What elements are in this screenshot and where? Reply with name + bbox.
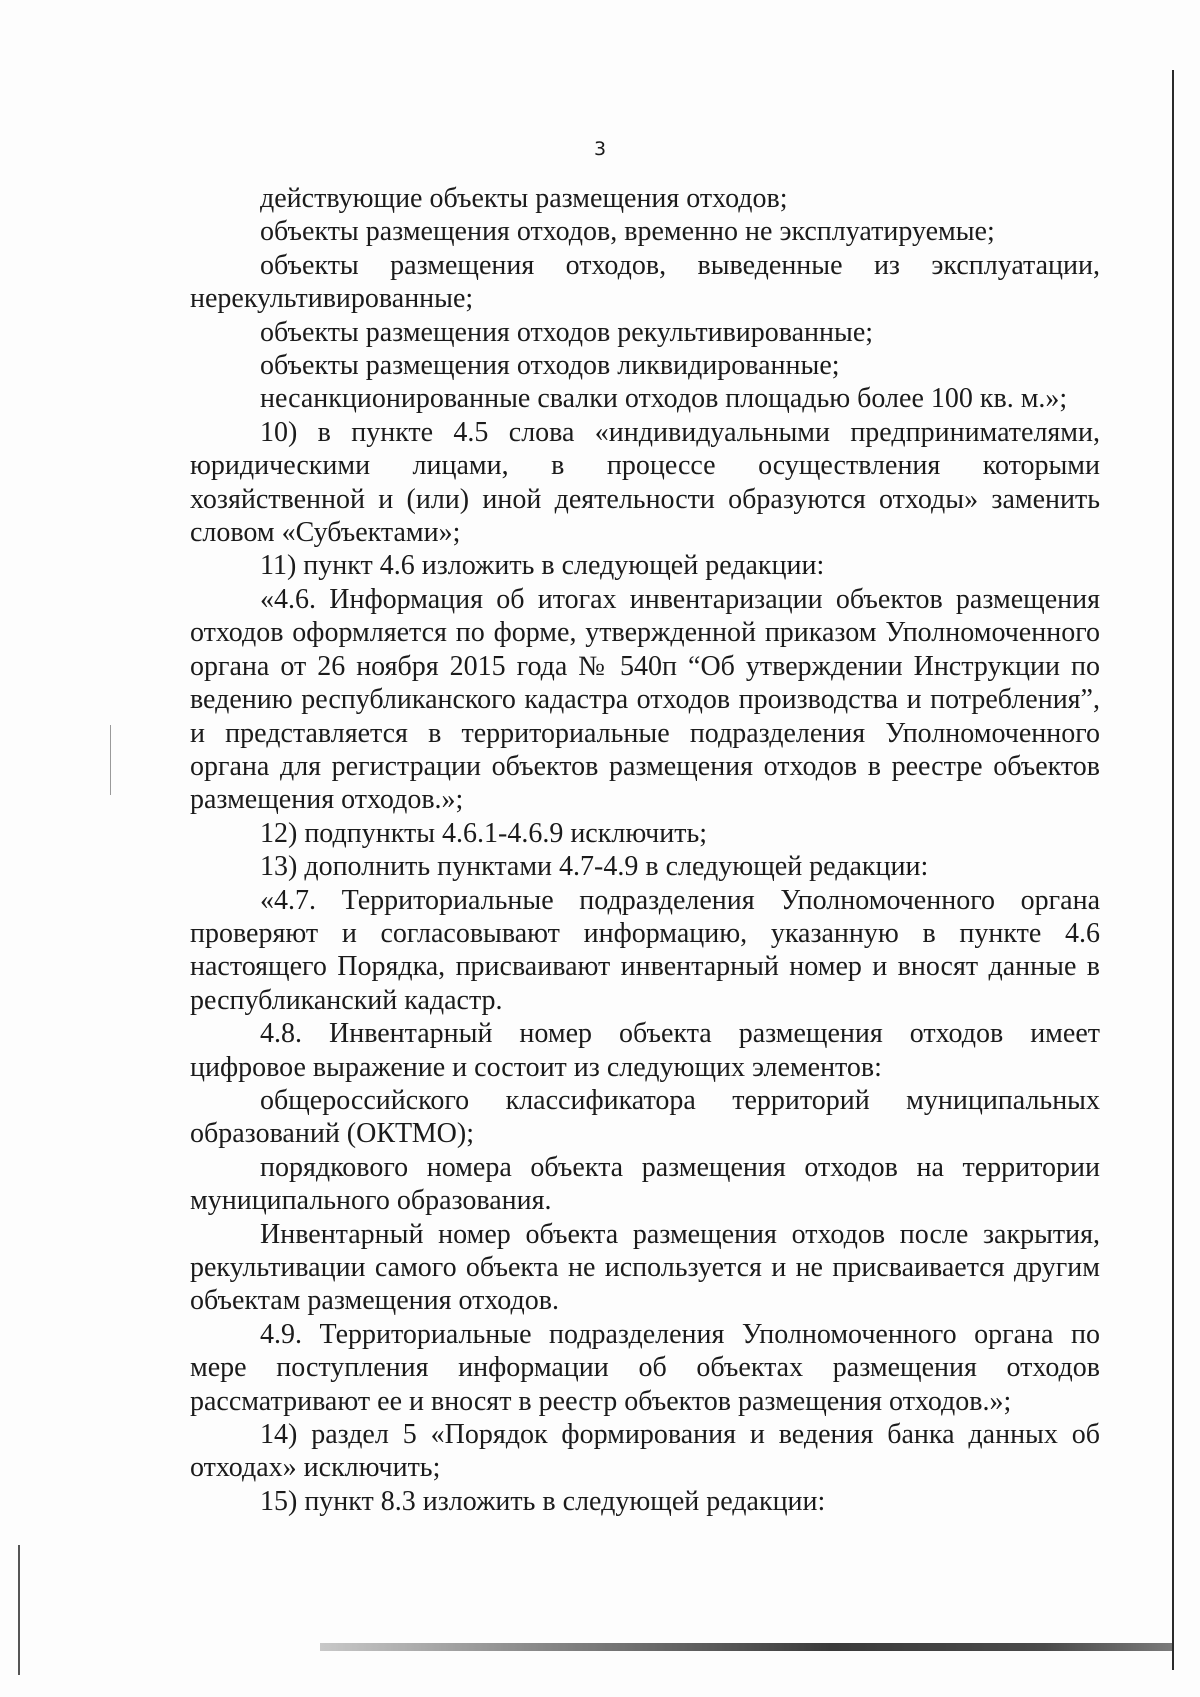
paragraph: объекты размещения отходов рекультивированные; [260, 316, 874, 348]
paragraph: общероссийского классификатора территорий муниципальных образований (ОКТМО); [190, 1084, 1100, 1150]
paragraph: «4.7. Территориальные подразделения Уполномоченного органа проверяют и согласовывают информацию, указанную в пункте 4.6 настоящего Порядка, присваивают инвентарный номер и вносят данные в республиканский кадастр. [190, 884, 1100, 1016]
paragraph: действующие объекты размещения отходов; [260, 183, 788, 214]
paragraph: 13) дополнить пунктами 4.7-4.9 в следующей редакции: [260, 851, 929, 883]
paragraph: 10) в пункте 4.5 слова «индивидуальными предпринимателями, юридическими лицами, в процессе осуществления которыми хозяйственной и (или) иной деятельности образуются отходы» заменить словом «Субъектами»; [190, 416, 1100, 549]
paragraph: «4.6. Информация об итогах инвентаризации объектов размещения отходов оформляется по форме, утвержденной приказом Уполномоченного органа от 26 ноября 2015 года № 540п “Об утверждении Инструкции по ведению республиканского кадастра отходов производства и потребления”, и представляется в территориальные подразделения Уполномоченного органа для регистрации объектов размещения отходов в реестре объектов размещения отходов.»; [190, 583, 1100, 816]
paragraph: 14) раздел 5 «Порядок формирования и ведения банка данных об отходах» исключить; [190, 1419, 1100, 1484]
paragraph: несанкционированные свалки отходов площадью более 100 кв. м.»; [260, 383, 1068, 415]
scan-edge-line [1172, 70, 1174, 1670]
paragraph: объекты размещения отходов ликвидированные; [260, 350, 840, 382]
paragraph: объекты размещения отходов, выведенные из эксплуатации, нерекультивированные; [190, 249, 1100, 315]
scan-margin-mark [110, 725, 111, 795]
paragraph: 4.9. Территориальные подразделения Уполномоченного органа по мере поступления информации об объектах размещения отходов рассматривают ее и вносят в реестр объектов размещения отходов.»; [190, 1318, 1100, 1417]
paragraph: 4.8. Инвентарный номер объекта размещения отходов имеет цифровое выражение и состоит из следующих элементов: [190, 1018, 1100, 1083]
paragraph: 12) подпункты 4.6.1-4.6.9 исключить; [260, 817, 708, 849]
scan-corner-line [18, 1545, 20, 1675]
page-number: 3 [593, 138, 607, 160]
paragraph: 15) пункт 8.3 изложить в следующей редакции: [260, 1485, 826, 1517]
paragraph: 11) пункт 4.6 изложить в следующей редакции: [260, 550, 825, 582]
document-body [190, 182, 1100, 1518]
paragraph: объекты размещения отходов, временно не эксплуатируемые; [260, 216, 995, 248]
paragraph: Инвентарный номер объекта размещения отходов после закрытия, рекультивации самого объекта не используется и не присваивается другим объектам размещения отходов. [190, 1218, 1100, 1317]
scan-bottom-edge [320, 1643, 1172, 1651]
paragraph: порядкового номера объекта размещения отходов на территории муниципального образования. [190, 1151, 1100, 1217]
